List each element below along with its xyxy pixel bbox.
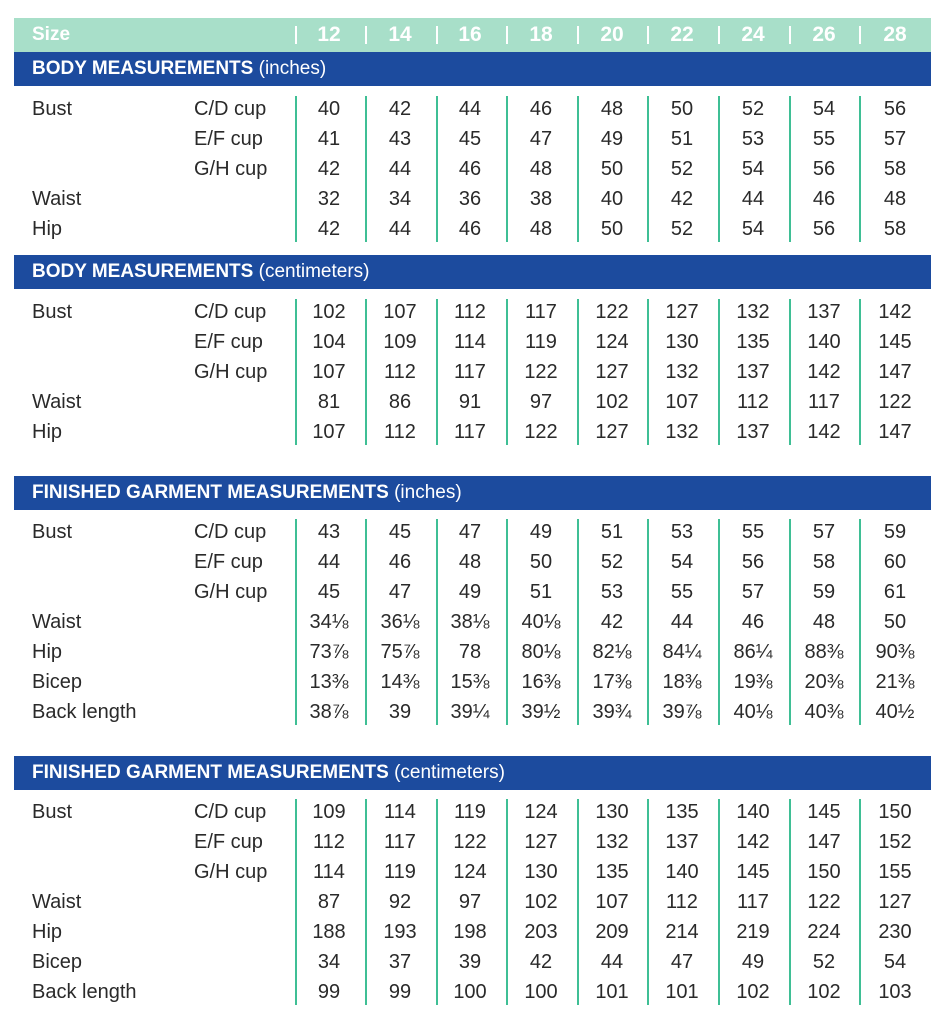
table-cell: 137 [736, 361, 770, 383]
table-cell: 40⅛ [733, 701, 773, 723]
table-row [0, 357, 945, 387]
table-cell: 114 [454, 331, 486, 353]
table-cell: 20⅜ [804, 671, 844, 693]
table-cell: 104 [312, 331, 346, 353]
table-cell: 50 [670, 98, 694, 120]
table-cell: 44 [388, 158, 412, 180]
table-cell: 39⅞ [662, 701, 702, 723]
section-title-main: BODY MEASUREMENTS [32, 261, 254, 282]
table-cell: 50 [529, 551, 553, 573]
table-cell: 122 [595, 301, 629, 323]
table-cell: 47 [529, 128, 553, 150]
table-cell: 112 [384, 361, 416, 383]
table-cell: 112 [454, 301, 486, 323]
table-cell: 44 [458, 98, 482, 120]
table-cell: 87 [317, 891, 341, 913]
table-cell: 112 [313, 831, 345, 853]
table-cell: 224 [807, 921, 841, 943]
row-label: Bust [32, 98, 73, 120]
table-cell: 219 [736, 921, 770, 943]
table-cell: 82⅛ [592, 641, 632, 663]
row-label: Bicep [32, 671, 83, 693]
table-cell: 117 [808, 391, 840, 413]
table-cell: 91 [458, 391, 482, 413]
table-cell: 230 [878, 921, 912, 943]
section-title-main: FINISHED GARMENT MEASUREMENTS [32, 482, 389, 503]
table-cell: 127 [878, 891, 912, 913]
table-cell: 45 [388, 521, 412, 543]
table-cell: 21⅜ [875, 671, 915, 693]
table-cell: 124 [524, 801, 558, 823]
table-cell: 150 [878, 801, 912, 823]
table-cell: 102 [807, 981, 841, 1003]
table-cell: 42 [317, 218, 341, 240]
table-cell: 58 [812, 551, 836, 573]
table-cell: 44 [741, 188, 765, 210]
table-cell: 48 [458, 551, 482, 573]
table-cell: 142 [807, 421, 841, 443]
table-cell: 36 [458, 188, 482, 210]
table-cell: 209 [595, 921, 629, 943]
table-cell: 135 [736, 331, 770, 353]
table-cell: 188 [312, 921, 346, 943]
table-cell: 40½ [875, 701, 915, 723]
table-row [0, 297, 945, 327]
table-cell: 140 [736, 801, 770, 823]
table-cell: 90⅜ [875, 641, 915, 663]
table-cell: 40 [600, 188, 624, 210]
table-cell: 44 [317, 551, 341, 573]
table-cell: 99 [388, 981, 412, 1003]
table-cell: 122 [524, 361, 558, 383]
table-cell: 100 [524, 981, 558, 1003]
table-cell: 109 [312, 801, 346, 823]
table-cell: 122 [878, 391, 912, 413]
row-sublabel: C/D cup [194, 301, 267, 323]
table-row [0, 607, 945, 637]
row-label: Waist [32, 611, 82, 633]
table-cell: 42 [600, 611, 624, 633]
table-cell: 46 [529, 98, 553, 120]
table-cell: 39 [388, 701, 412, 723]
table-cell: 135 [595, 861, 629, 883]
table-cell: 112 [737, 391, 769, 413]
section-title [32, 482, 462, 504]
table-cell: 150 [807, 861, 841, 883]
size-header-24: 24 [741, 23, 765, 46]
section-title-main: FINISHED GARMENT MEASUREMENTS [32, 762, 389, 783]
row-sublabel: G/H cup [194, 581, 268, 603]
table-cell: 214 [665, 921, 699, 943]
table-cell: 52 [670, 218, 694, 240]
table-cell: 107 [383, 301, 417, 323]
table-row [0, 977, 945, 1007]
table-cell: 49 [600, 128, 624, 150]
section-title [32, 58, 326, 80]
table-cell: 48 [600, 98, 624, 120]
table-cell: 46 [812, 188, 836, 210]
table-row [0, 577, 945, 607]
table-cell: 19⅜ [733, 671, 773, 693]
table-cell: 119 [454, 801, 486, 823]
row-label: Bust [32, 801, 73, 823]
table-cell: 119 [525, 331, 557, 353]
table-cell: 107 [312, 361, 346, 383]
table-cell: 34 [388, 188, 412, 210]
table-row [0, 887, 945, 917]
table-cell: 78 [458, 641, 482, 663]
table-cell: 56 [812, 218, 836, 240]
section-title-unit: (inches) [258, 58, 327, 79]
table-cell: 45 [458, 128, 482, 150]
table-cell: 53 [670, 521, 694, 543]
table-cell: 54 [812, 98, 836, 120]
table-cell: 107 [595, 891, 629, 913]
table-cell: 132 [665, 421, 699, 443]
table-cell: 101 [595, 981, 629, 1003]
table-cell: 39 [458, 951, 482, 973]
section-title [32, 762, 505, 784]
row-label: Waist [32, 391, 82, 413]
table-cell: 119 [384, 861, 416, 883]
table-cell: 42 [529, 951, 553, 973]
table-cell: 102 [312, 301, 346, 323]
table-cell: 54 [741, 218, 765, 240]
table-row [0, 327, 945, 357]
row-sublabel: G/H cup [194, 861, 268, 883]
table-row [0, 667, 945, 697]
section-title-unit: (inches) [394, 482, 462, 503]
table-cell: 44 [388, 218, 412, 240]
table-cell: 142 [736, 831, 770, 853]
table-row [0, 124, 945, 154]
size-header-28: 28 [883, 23, 907, 46]
table-cell: 38⅛ [450, 611, 490, 633]
table-cell: 48 [529, 158, 553, 180]
table-cell: 142 [878, 301, 912, 323]
size-header-12: 12 [317, 23, 341, 46]
table-cell: 41 [317, 128, 341, 150]
table-cell: 130 [665, 331, 699, 353]
table-cell: 34⅛ [309, 611, 349, 633]
table-cell: 50 [883, 611, 907, 633]
table-cell: 86¼ [733, 641, 773, 663]
table-cell: 147 [807, 831, 841, 853]
table-cell: 122 [453, 831, 487, 853]
table-cell: 50 [600, 218, 624, 240]
table-cell: 102 [524, 891, 558, 913]
table-row [0, 547, 945, 577]
table-cell: 52 [670, 158, 694, 180]
table-cell: 107 [665, 391, 699, 413]
table-cell: 198 [453, 921, 487, 943]
table-cell: 47 [458, 521, 482, 543]
row-sublabel: E/F cup [194, 551, 263, 573]
table-cell: 37 [388, 951, 412, 973]
section-title-bar [14, 476, 931, 510]
table-cell: 57 [883, 128, 907, 150]
table-cell: 36⅛ [380, 611, 420, 633]
table-cell: 145 [878, 331, 912, 353]
row-label: Hip [32, 921, 63, 943]
table-cell: 117 [737, 891, 769, 913]
size-header-14: 14 [388, 23, 412, 46]
row-label: Bust [32, 301, 73, 323]
section-title [32, 261, 369, 283]
table-cell: 34 [317, 951, 341, 973]
table-row [0, 947, 945, 977]
table-cell: 46 [388, 551, 412, 573]
table-cell: 59 [812, 581, 836, 603]
row-label: Bicep [32, 951, 83, 973]
table-cell: 14⅜ [380, 671, 420, 693]
table-cell: 117 [454, 421, 486, 443]
section-title-bar [14, 255, 931, 289]
table-cell: 16⅜ [521, 671, 561, 693]
table-cell: 51 [529, 581, 553, 603]
table-cell: 55 [741, 521, 765, 543]
table-row [0, 154, 945, 184]
table-cell: 55 [812, 128, 836, 150]
table-cell: 40⅜ [804, 701, 844, 723]
size-header-bar [14, 18, 931, 52]
table-cell: 122 [524, 421, 558, 443]
table-cell: 130 [595, 801, 629, 823]
table-cell: 47 [670, 951, 694, 973]
table-cell: 38 [529, 188, 553, 210]
table-cell: 142 [807, 361, 841, 383]
table-cell: 44 [600, 951, 624, 973]
table-cell: 81 [317, 391, 341, 413]
table-cell: 92 [388, 891, 412, 913]
table-cell: 39¾ [592, 701, 632, 723]
table-cell: 135 [665, 801, 699, 823]
table-cell: 75⅞ [380, 641, 420, 663]
table-row [0, 417, 945, 447]
table-cell: 99 [317, 981, 341, 1003]
size-header-16: 16 [458, 23, 482, 46]
table-cell: 17⅜ [592, 671, 632, 693]
table-row [0, 857, 945, 887]
table-cell: 56 [741, 551, 765, 573]
table-cell: 13⅜ [309, 671, 349, 693]
table-cell: 100 [453, 981, 487, 1003]
table-cell: 97 [458, 891, 482, 913]
row-label: Waist [32, 188, 82, 210]
table-cell: 54 [883, 951, 907, 973]
table-cell: 51 [600, 521, 624, 543]
table-cell: 58 [883, 158, 907, 180]
table-cell: 73⅞ [309, 641, 349, 663]
row-sublabel: G/H cup [194, 361, 268, 383]
table-row [0, 637, 945, 667]
table-cell: 97 [529, 391, 553, 413]
table-cell: 103 [878, 981, 912, 1003]
table-cell: 52 [600, 551, 624, 573]
size-header-22: 22 [670, 23, 694, 46]
table-cell: 50 [600, 158, 624, 180]
table-cell: 42 [317, 158, 341, 180]
table-cell: 42 [388, 98, 412, 120]
table-cell: 49 [529, 521, 553, 543]
table-cell: 137 [665, 831, 699, 853]
row-label: Back length [32, 701, 137, 723]
table-row [0, 797, 945, 827]
table-cell: 145 [807, 801, 841, 823]
table-row [0, 827, 945, 857]
table-cell: 127 [524, 831, 558, 853]
table-cell: 132 [736, 301, 770, 323]
row-label: Bust [32, 521, 73, 543]
row-label: Hip [32, 421, 63, 443]
table-cell: 124 [453, 861, 487, 883]
row-sublabel: C/D cup [194, 521, 267, 543]
row-sublabel: G/H cup [194, 158, 268, 180]
table-cell: 18⅜ [662, 671, 702, 693]
table-cell: 57 [812, 521, 836, 543]
section-title-bar [14, 52, 931, 86]
table-cell: 48 [812, 611, 836, 633]
size-header-26: 26 [812, 23, 836, 46]
size-header-label: Size [32, 24, 71, 45]
table-cell: 51 [670, 128, 694, 150]
table-cell: 112 [666, 891, 698, 913]
section-title-unit: (centimeters) [394, 762, 505, 783]
table-cell: 59 [883, 521, 907, 543]
section-title-unit: (centimeters) [258, 261, 370, 282]
table-cell: 32 [317, 188, 341, 210]
table-cell: 140 [807, 331, 841, 353]
table-cell: 109 [383, 331, 417, 353]
table-cell: 48 [883, 188, 907, 210]
table-cell: 60 [883, 551, 907, 573]
table-cell: 42 [670, 188, 694, 210]
table-cell: 54 [670, 551, 694, 573]
table-cell: 55 [670, 581, 694, 603]
table-cell: 124 [595, 331, 629, 353]
table-cell: 102 [595, 391, 629, 413]
section-title-main: BODY MEASUREMENTS [32, 58, 254, 79]
table-cell: 137 [807, 301, 841, 323]
table-cell: 145 [736, 861, 770, 883]
table-cell: 40 [317, 98, 341, 120]
table-cell: 86 [388, 391, 412, 413]
table-cell: 45 [317, 581, 341, 603]
table-cell: 127 [595, 361, 629, 383]
table-cell: 84¼ [662, 641, 702, 663]
row-label: Waist [32, 891, 82, 913]
table-cell: 132 [665, 361, 699, 383]
table-cell: 203 [524, 921, 558, 943]
table-cell: 53 [600, 581, 624, 603]
table-cell: 130 [524, 861, 558, 883]
table-cell: 44 [670, 611, 694, 633]
row-sublabel: C/D cup [194, 801, 267, 823]
table-cell: 112 [384, 421, 416, 443]
table-row [0, 184, 945, 214]
table-cell: 52 [812, 951, 836, 973]
table-cell: 15⅜ [450, 671, 490, 693]
table-cell: 52 [741, 98, 765, 120]
table-cell: 40⅛ [521, 611, 561, 633]
table-cell: 140 [665, 861, 699, 883]
row-label: Hip [32, 641, 63, 663]
table-cell: 80⅛ [521, 641, 561, 663]
table-cell: 152 [878, 831, 912, 853]
table-row [0, 517, 945, 547]
table-cell: 46 [458, 218, 482, 240]
table-cell: 38⅞ [309, 701, 349, 723]
table-cell: 47 [388, 581, 412, 603]
table-cell: 53 [741, 128, 765, 150]
table-cell: 57 [741, 581, 765, 603]
table-cell: 117 [384, 831, 416, 853]
row-sublabel: E/F cup [194, 128, 263, 150]
row-label: Hip [32, 218, 63, 240]
table-cell: 117 [454, 361, 486, 383]
table-cell: 127 [665, 301, 699, 323]
table-cell: 102 [736, 981, 770, 1003]
table-cell: 127 [595, 421, 629, 443]
table-cell: 46 [458, 158, 482, 180]
table-cell: 107 [312, 421, 346, 443]
table-cell: 193 [383, 921, 417, 943]
table-row [0, 94, 945, 124]
table-cell: 43 [317, 521, 341, 543]
row-label: Back length [32, 981, 137, 1003]
table-cell: 122 [807, 891, 841, 913]
table-cell: 49 [741, 951, 765, 973]
table-cell: 58 [883, 218, 907, 240]
table-row [0, 387, 945, 417]
table-cell: 147 [878, 361, 912, 383]
table-cell: 43 [388, 128, 412, 150]
table-cell: 49 [458, 581, 482, 603]
table-cell: 147 [878, 421, 912, 443]
table-row [0, 214, 945, 244]
table-cell: 46 [741, 611, 765, 633]
table-cell: 155 [878, 861, 912, 883]
table-cell: 56 [883, 98, 907, 120]
table-cell: 88⅜ [804, 641, 844, 663]
table-cell: 54 [741, 158, 765, 180]
row-sublabel: C/D cup [194, 98, 267, 120]
table-cell: 137 [736, 421, 770, 443]
table-cell: 114 [384, 801, 416, 823]
table-cell: 48 [529, 218, 553, 240]
size-header-20: 20 [600, 23, 624, 46]
table-cell: 56 [812, 158, 836, 180]
table-row [0, 697, 945, 727]
table-cell: 114 [313, 861, 345, 883]
table-cell: 132 [595, 831, 629, 853]
table-cell: 39¼ [450, 701, 490, 723]
table-cell: 101 [665, 981, 699, 1003]
table-cell: 61 [883, 581, 907, 603]
section-title-bar [14, 756, 931, 790]
row-sublabel: E/F cup [194, 831, 263, 853]
size-header-18: 18 [529, 23, 553, 46]
row-sublabel: E/F cup [194, 331, 263, 353]
table-cell: 117 [525, 301, 557, 323]
table-cell: 39½ [521, 701, 561, 723]
table-row [0, 917, 945, 947]
